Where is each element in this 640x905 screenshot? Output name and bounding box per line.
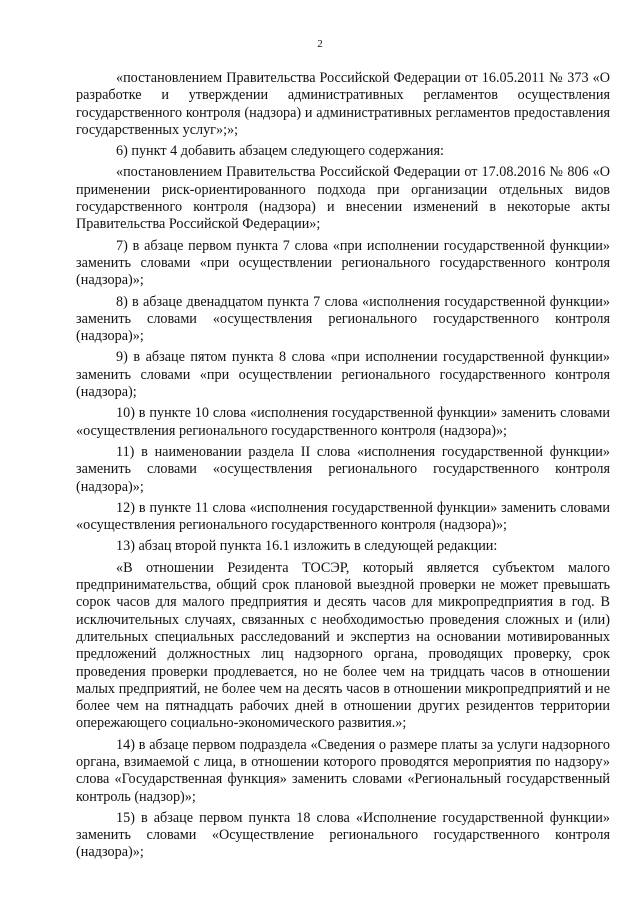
page-number: 2 — [317, 38, 323, 50]
document-body — [76, 70, 610, 866]
paragraph-item-8: 8) в абзаце двенадцатом пункта 7 слова «исполнения государственной функции» заменить словами «осуществления регионального государственного контроля (надзора)»; — [76, 293, 610, 345]
paragraph-quote-tosar: «В отношении Резидента ТОСЭР, который является субъектом малого предпринимательства, общий срок плановой выездной проверки не может превышать сорок часов для малого предприятия и десять часов для микропредприятия в год. В исключительных случаях, связанных с необходимостью проведения сложных и (или) длительных специальных расследований и экспертиз на основании мотивированных предложений должностных лиц надзорного органа, проводящих проверку, срок проведения проверки продлевается, но не более чем на тридцать часов в отношении малых предприятий, не более чем на десять часов в отношении микропредприятий и не более чем на пятнадцать рабочих дней в отношении других резидентов территории опережающего социально-экономического развития.»; — [76, 559, 610, 732]
paragraph-item-12: 12) в пункте 11 слова «исполнения государственной функции» заменить словами «осуществления регионального государственного контроля (надзора)»; — [76, 499, 610, 534]
paragraph-item-6: 6) пункт 4 добавить абзацем следующего содержания: — [116, 143, 444, 160]
paragraph-item-15: 15) в абзаце первом пункта 18 слова «Исполнение государственной функции» заменить словами «Осуществление регионального государственного контроля (надзора)»; — [76, 809, 610, 861]
paragraph-item-11: 11) в наименовании раздела II слова «исполнения государственной функции» заменить словами «осуществления регионального государственного контроля (надзора)»; — [76, 443, 610, 495]
paragraph-item-9: 9) в абзаце пятом пункта 8 слова «при исполнении государственной функции» заменить словами «при осуществлении регионального государственного контроля (надзора); — [76, 349, 610, 401]
paragraph-quote-decree-373: «постановлением Правительства Российской Федерации от 16.05.2011 № 373 «О разработке и утверждении административных регламентов осуществления государственного контроля (надзора) и административных регламентов предоставления государственных услуг»;»; — [76, 70, 610, 138]
paragraph-item-14: 14) в абзаце первом подраздела «Сведения о размере платы за услуги надзорного органа, взимаемой с лица, в отношении которого проводятся мероприятия по надзору» слова «Государственная функция» заменить словами «Региональный государственный контроль (надзор)»; — [76, 736, 610, 805]
paragraph-quote-decree-806: «постановлением Правительства Российской Федерации от 17.08.2016 № 806 «О применении риск-ориентированного подхода при организации отдельных видов государственного контроля (надзора) и внесении изменений в некоторые акты Правительства Российской Федерации»; — [76, 164, 610, 233]
paragraph-item-13: 13) абзац второй пункта 16.1 изложить в следующей редакции: — [116, 538, 498, 555]
paragraph-item-10: 10) в пункте 10 слова «исполнения государственной функции» заменить словами «осуществления регионального государственного контроля (надзора)»; — [76, 405, 610, 439]
paragraph-item-7: 7) в абзаце первом пункта 7 слова «при исполнении государственной функции» заменить словами «при осуществлении регионального государственного контроля (надзора)»; — [76, 237, 610, 289]
